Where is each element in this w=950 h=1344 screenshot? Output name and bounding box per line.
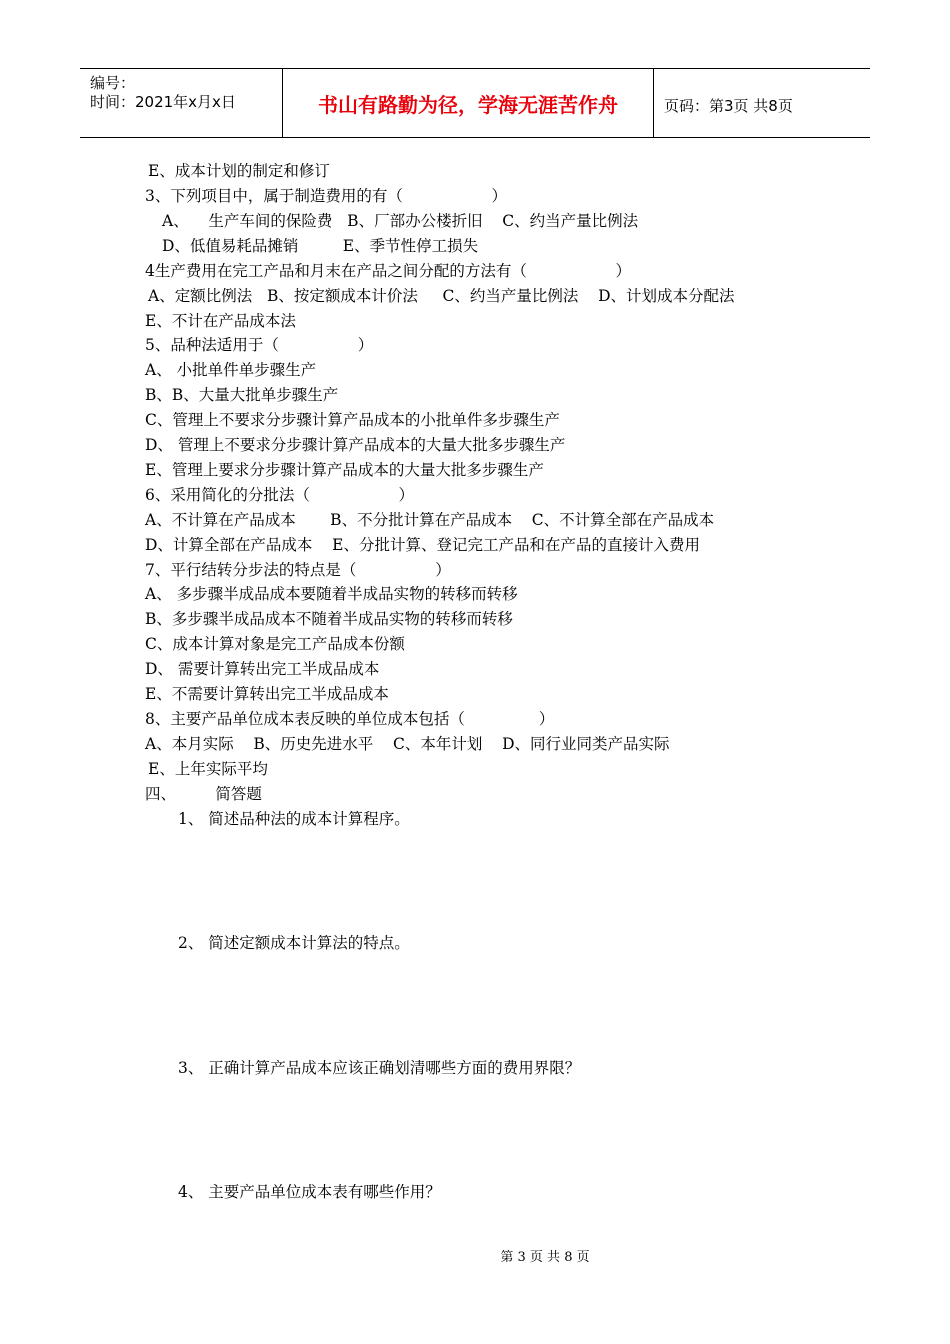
question: 4、 主要产品单位成本表有哪些作用？ bbox=[178, 1183, 441, 1201]
text-line: D、 管理上不要求分步骤计算产品成本的大量大批多步骤生产 bbox=[145, 436, 566, 454]
text-line: A、定额比例法 B、按定额成本计价法 C、约当产量比例法 D、计划成本分配法 bbox=[148, 287, 735, 305]
text-line: A、 生产车间的保险费 B、厂部办公楼折旧 C、约当产量比例法 bbox=[162, 212, 639, 230]
text-line: D、 需要计算转出完工半成品成本 bbox=[145, 660, 380, 678]
header-table bbox=[80, 68, 870, 138]
number-label: 编号： bbox=[90, 74, 136, 92]
page-label: 页码：第3页 共8页 bbox=[664, 97, 793, 115]
text-line: E、成本计划的制定和修订 bbox=[148, 162, 330, 180]
text-line: E、管理上要求分步骤计算产品成本的大量大批多步骤生产 bbox=[145, 461, 544, 479]
question: 2、 简述定额成本计算法的特点。 bbox=[178, 934, 410, 952]
text-line: A、本月实际 B、历史先进水平 C、本年计划 D、同行业同类产品实际 bbox=[145, 735, 670, 753]
text-line: B、B、大量大批单步骤生产 bbox=[145, 386, 339, 404]
text-line: 8、主要产品单位成本表反映的单位成本包括（ ） bbox=[145, 710, 555, 728]
text-line: 7、平行结转分步法的特点是（ ） bbox=[145, 561, 451, 579]
text-line: E、上年实际平均 bbox=[148, 760, 268, 778]
text-line: C、管理上不要求分步骤计算产品成本的小批单件多步骤生产 bbox=[145, 411, 560, 429]
text-line: A、不计算在产品成本 B、不分批计算在产品成本 C、不计算全部在产品成本 bbox=[145, 511, 715, 529]
text-line: 3、下列项目中，属于制造费用的有（ ） bbox=[145, 187, 508, 205]
text-line: D、低值易耗品摊销 E、季节性停工损失 bbox=[162, 237, 479, 255]
text-line: A、 小批单件单步骤生产 bbox=[145, 361, 317, 379]
text-line: A、 多步骤半成品成本要随着半成品实物的转移而转移 bbox=[145, 585, 518, 603]
text-line: E、不需要计算转出完工半成品成本 bbox=[145, 685, 389, 703]
header-meta-cell bbox=[80, 69, 283, 137]
text-line: 4生产费用在完工产品和月末在产品之间分配的方法有（ ） bbox=[145, 262, 632, 280]
page-footer: 第 3 页 共 8 页 bbox=[500, 1250, 590, 1265]
motto-cell bbox=[283, 69, 654, 137]
section-heading: 四、 简答题 bbox=[145, 785, 262, 803]
text-line: C、成本计算对象是完工产品成本份额 bbox=[145, 635, 405, 653]
motto-text: 书山有路勤为径，学海无涯苦作舟 bbox=[318, 92, 618, 117]
text-line: 6、采用简化的分批法（ ） bbox=[145, 486, 415, 504]
question: 3、 正确计算产品成本应该正确划清哪些方面的费用界限？ bbox=[178, 1059, 581, 1077]
text-line: E、不计在产品成本法 bbox=[145, 312, 296, 330]
text-line: B、多步骤半成品成本不随着半成品实物的转移而转移 bbox=[145, 610, 513, 628]
text-line: D、计算全部在产品成本 E、分批计算、登记完工产品和在产品的直接计入费用 bbox=[145, 536, 700, 554]
question: 1、 简述品种法的成本计算程序。 bbox=[178, 810, 410, 828]
time-label: 时间：2021年x月x日 bbox=[90, 93, 236, 111]
text-line: 5、品种法适用于（ ） bbox=[145, 336, 374, 354]
